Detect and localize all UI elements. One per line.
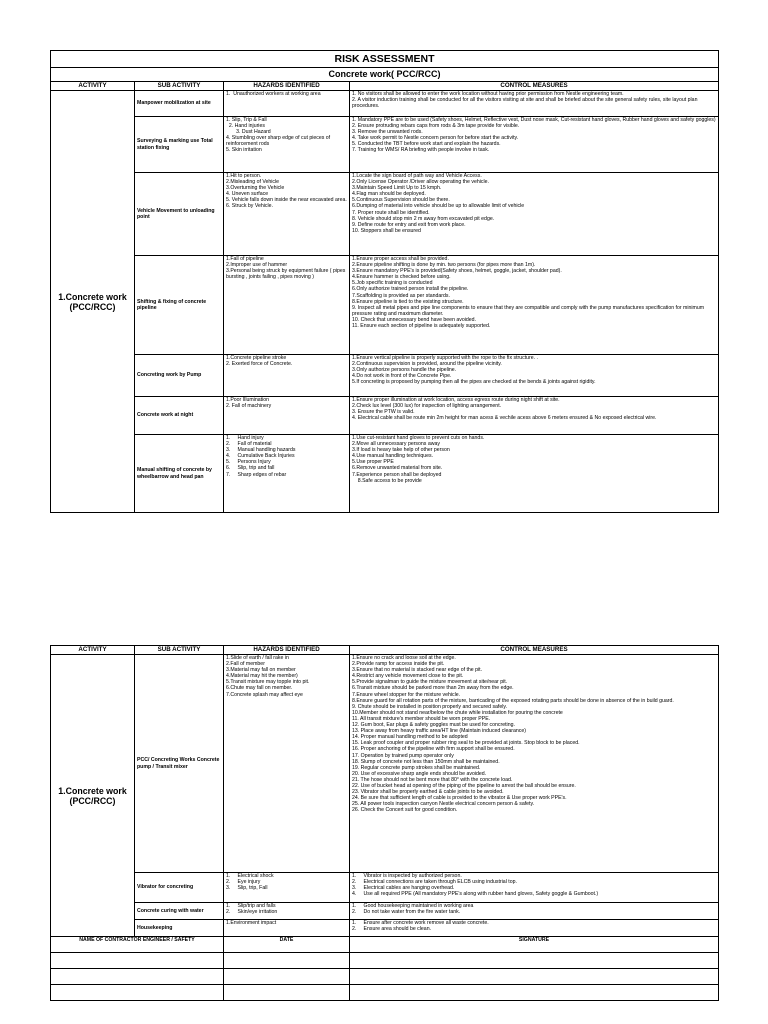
list-line: 3.Ensure that no material is stacked near edge of the pit. — [352, 667, 483, 674]
list-line: 2. Ensure protruding rebars caps from rods & 3m tape provide for visible. — [352, 123, 520, 130]
signature-field[interactable] — [350, 985, 719, 1001]
header-activity: ACTIVITY — [51, 82, 135, 91]
list-line: 1.Locate the sign board of path way and Vehicle Access. — [352, 173, 482, 179]
list-line: 3. Dust Hazard — [226, 129, 271, 136]
list-line: 5. Skin irritation — [226, 147, 262, 154]
list-line: 1.Environment impact — [226, 920, 277, 926]
contractor-name-field[interactable] — [51, 985, 224, 1001]
list-line: 2.Continuous supervision is provided, around the pipeline vicinity. — [352, 361, 502, 368]
list-line: 1. Slip, Trip & Fall — [226, 117, 267, 123]
controls-cell — [350, 873, 719, 903]
document-subtitle: Concrete work( PCC/RCC) — [51, 68, 719, 82]
hazards-cell — [224, 397, 350, 435]
list-line: 1.Hit to person. — [226, 173, 262, 179]
sub-activity-cell: Concreting work by Pump — [135, 355, 224, 397]
list-line: 1.Fall of pipeline — [226, 256, 264, 262]
list-line: 21. The hose should not be bent more that 80° with the concrete load. — [352, 776, 513, 783]
hazards-cell — [224, 873, 350, 903]
header-hazards: HAZARDS IDENTIFIED — [224, 646, 350, 655]
list-line: 23. Vibrator shall be properly earthed & cable joints to be avoided. — [352, 789, 504, 796]
list-line: 2.Fall of member — [226, 661, 265, 668]
list-line: 1. Mandatory PPE are to be used (Safety shoes, Helmet, Reflective vest, Dust nose mask, Cut-resistant hand gloves, Rubber hand gloves and safety goggles) — [352, 117, 716, 123]
list-line: 2. Exerted force of Concrete. — [226, 361, 293, 368]
list-line: 10.Member should not stand near/below the chute while installation for pouring the concrete — [352, 709, 563, 716]
signature-row — [51, 985, 719, 1001]
table-row — [51, 173, 719, 256]
table-row — [51, 397, 719, 435]
table-row — [51, 355, 719, 397]
header-activity: ACTIVITY — [51, 646, 135, 655]
list-line: 3.Personal being struck by equipment failure ( pipes bursting , joints failing , pipes moving ) — [226, 268, 347, 281]
list-line: 4.Restrict any vehicle movement close to the pit. — [352, 673, 464, 680]
list-line: 4. Take work permit to Nestle concern person for before start the activity. — [352, 135, 519, 142]
list-line: 1.Ensure vertical pipeline is properly supported with the rope to the fix structure. . — [352, 355, 538, 361]
list-line: 2. Fall of material — [226, 441, 272, 448]
list-line: 1. No visitors shall be allowed to enter the work location without having prior permission from Nestle engineering team. — [352, 91, 624, 97]
date-field[interactable] — [224, 969, 350, 985]
hazards-cell — [224, 117, 350, 173]
list-line: 3.Only authorize persons handle the pipeline. — [352, 367, 457, 374]
list-line: 5.Use proper PPE — [352, 459, 394, 466]
header-sub-activity: SUB ACTIVITY — [135, 82, 224, 91]
list-line: 12. Gum boot, Ear plugs & safety goggles must be used for concreting. — [352, 722, 515, 729]
list-line: 4. Uneven surface — [226, 191, 269, 198]
list-line: 24. Be sure that sufficient length of cable is provided to the vibrator & Use proper work PPE's. — [352, 795, 567, 802]
list-line: 1.Slide of earth / fall rake in — [226, 655, 289, 661]
list-line: 22. Use of bucket head at opening of the piping of the pipeline to arrest the ball should be ensure. — [352, 782, 576, 789]
list-line: 5. Conducted the TBT before work start and explain the hazards. — [352, 141, 501, 148]
list-line: 16. Proper anchoring of the pipeline with firm support shall be ensured. — [352, 746, 515, 753]
list-line: 7.Scaffolding is provided as per standards. — [352, 292, 450, 299]
list-line: 17. Operation by trained pump operator only — [352, 752, 454, 759]
list-line: 7.Concrete splash may affect eye — [226, 691, 303, 698]
controls-cell — [350, 256, 719, 355]
signature-row — [51, 953, 719, 969]
list-line: 1. Slip/trip and falls — [226, 903, 276, 909]
list-line: 3.Material may fall on member — [226, 667, 296, 674]
activity-cell: 1.Concrete work (PCC/RCC) — [51, 655, 135, 937]
header-sub-activity: SUB ACTIVITY — [135, 646, 224, 655]
list-line: 14. Proper manual handling method to be adopted — [352, 734, 468, 741]
list-line: 2.Misleading of Vehicle — [226, 179, 280, 186]
sub-activity-cell: Vibrator for concreting — [135, 873, 224, 903]
list-line: 2. A visitor induction training shall be conducted for all the visitors visiting at site and shall be briefed about the site general safety rules, site layout plan procedures. — [352, 97, 699, 110]
list-line: 7. Training for WMS/ RA briefing with people involve in task. — [352, 147, 490, 154]
list-line: 1.Poor Illumination — [226, 397, 269, 403]
list-line: 1.Ensure no crack and loose soil at the edge. — [352, 655, 456, 661]
list-line: 8.Ensure pipeline is tied to the existing structure. — [352, 298, 464, 305]
hazards-cell — [224, 655, 350, 873]
signature-field[interactable] — [350, 969, 719, 985]
list-line: 19. Regular concrete pump strokes shall be maintained. — [352, 764, 481, 771]
table-row — [51, 655, 719, 873]
list-line: 2. Electrical connections are taken through ELCB using industrial top. — [352, 879, 517, 886]
date-header: DATE — [224, 937, 350, 953]
list-line: 4.Flag man should be deployed. — [352, 191, 426, 198]
controls-cell — [350, 903, 719, 920]
list-line: 9. Chute should be installed in position properly and secured safely. — [352, 703, 508, 710]
risk-assessment-table-page1 — [50, 50, 719, 513]
list-line: 2.Ensure pipeline shifting is done by min. two persons (for pipes more than 1m). — [352, 262, 536, 269]
list-line: 5. Vehicle falls down inside the near excavated area. — [226, 197, 347, 204]
table-header-row — [51, 646, 719, 655]
list-line: 1. Hand injury — [226, 435, 264, 441]
list-line: 2. Skin/eye irritation — [226, 909, 278, 916]
header-control-measures: CONTROL MEASURES — [350, 82, 719, 91]
list-line: 11. Ensure each section of pipeline is adequately supported. — [352, 323, 491, 330]
list-line: 3.Ensure mandatory PPE's is provided(Safety shoes, helmet, goggle, jacket, shoulder pad). — [352, 268, 562, 275]
list-line: 5.Job specific training is conducted — [352, 280, 433, 287]
list-line: 6.Chute may fall on member. — [226, 685, 293, 692]
list-line: 6.Only authorize trained person install the pipeline. — [352, 286, 469, 293]
list-line: 15. Leak proof coupler and proper rubber ring seal to be provided at joints. Stop block to be placed. — [352, 740, 580, 747]
list-line: 5. Persons Injury — [226, 459, 271, 466]
list-line: 7.Experience person shall be deployed — [352, 471, 442, 478]
list-line: 8. Vehicle should stop min 2 m away from excavated pit edge. — [352, 215, 495, 222]
list-line: 4. Stumbling over sharp edge of cut pieces of reinforcement rods — [226, 135, 332, 148]
list-line: 10. Check that unnecessary bend have been avoided. — [352, 316, 477, 323]
document-title: RISK ASSESSMENT — [51, 51, 719, 68]
controls-cell — [350, 920, 719, 937]
list-line: 1.Ensure proper illumination at work location, access egress route during night shift at site. — [352, 397, 560, 403]
sub-activity-cell: Shifting & fixing of concrete pipeline — [135, 256, 224, 355]
list-line: 7. Proper route shall be identified. — [352, 209, 430, 216]
signature-header-row — [51, 937, 719, 953]
list-line: 6. Slip, trip and fall — [226, 465, 275, 472]
list-line: 8.Ensure guard for all rotation parts of the mixture, barricading of the exposed rotating parts should be done in absence of the in build guard. — [352, 697, 674, 704]
list-line: 1.Concrete pipeline stroke — [226, 355, 287, 361]
header-control-measures: CONTROL MEASURES — [350, 646, 719, 655]
list-line: 4.Material may hit the member) — [226, 673, 298, 680]
table-row — [51, 873, 719, 903]
list-line: 6. Struck by Vehicle. — [226, 203, 273, 210]
list-line: 2. Fall of machinery — [226, 403, 272, 410]
list-line: 4. Cumulative Back Injuries — [226, 453, 295, 460]
signature-row — [51, 969, 719, 985]
list-line: 1.Ensure proper access shall be provided. — [352, 256, 449, 262]
list-line: 6.Transit mixture should be parked more than 2m away from the edge. — [352, 685, 514, 692]
list-line: 3. Manual handling hazards — [226, 447, 296, 454]
hazards-cell — [224, 435, 350, 513]
table-row — [51, 91, 719, 117]
list-line: 6.Dumping of material into vehicle should be up to allowable limit of vehicle — [352, 203, 525, 210]
table-row — [51, 920, 719, 937]
list-line: 2.Only License Operator /Driver allow operating the vehicle. — [352, 179, 489, 186]
list-line: 3. Ensure the PTW is valid. — [352, 409, 415, 416]
list-line: 4.Ensure hammer is checked before using. — [352, 274, 451, 281]
date-field[interactable] — [224, 985, 350, 1001]
risk-assessment-table-page2 — [50, 645, 719, 1001]
sub-activity-cell: Vehicle Movement to unloading point — [135, 173, 224, 256]
list-line: 9. Define route for entry and exit from work place. — [352, 221, 466, 228]
list-line: 7.Ensure wheel stopper for the mixture vehicle. — [352, 691, 461, 698]
list-line: 26. Check the Concert suit for good condition. — [352, 807, 458, 814]
list-line: 1. Vibrator is inspected by authorized person. — [352, 873, 462, 879]
list-line: 3.If load is heavy take help of other person — [352, 447, 450, 454]
list-line: 6.Remove unwanted material from site. — [352, 465, 443, 472]
list-line: 5.Transit mixture may topple into pit. — [226, 679, 310, 686]
list-line: 3.Maintain Speed Limit Up to 15 kmph. — [352, 185, 442, 192]
date-field[interactable] — [224, 953, 350, 969]
activity-cell: 1.Concrete work (PCC/RCC) — [51, 91, 135, 513]
list-line: 5.Continuous Supervision should be there. — [352, 197, 450, 204]
list-line: 1.Use cut-resistant hand gloves to prevent cuts on hands. — [352, 435, 485, 441]
controls-cell — [350, 173, 719, 256]
table-row — [51, 435, 719, 513]
list-line: 3. Remove the unwanted rods. — [352, 129, 423, 136]
list-line: 4.Do not work in front of the Concrete Pipe. — [352, 373, 452, 380]
header-hazards: HAZARDS IDENTIFIED — [224, 82, 350, 91]
controls-cell — [350, 435, 719, 513]
list-line: 1. Good housekeeping maintained in working area — [352, 903, 474, 909]
list-line: 7. Sharp edges of rebar — [226, 471, 287, 478]
list-line: 25. All power tools inspection carryon Nestle electrical concern person & safety. — [352, 801, 535, 808]
sub-activity-cell: PCC/ Concreting Works Concrete pump / Transit mixer — [135, 655, 224, 873]
controls-cell — [350, 655, 719, 873]
sub-activity-cell: Surveying & marking use Total station fixing — [135, 117, 224, 173]
list-line: 2.Move all unnecessary persons away — [352, 441, 440, 448]
list-line: 2. Do not take water from the fire water tank. — [352, 909, 461, 916]
list-line: 5.If concreting is proposed by pumping then all the pipes are checked at the bends & joints against rigidity. — [352, 379, 596, 386]
table-row — [51, 256, 719, 355]
signature-header: SIGNATURE — [350, 937, 719, 953]
list-line: 20. Use of excessive sharp angle ends should be avoided. — [352, 770, 487, 777]
list-line: 4.Use manual handling techniques. — [352, 453, 434, 460]
sub-activity-cell: Manual shifting of concrete by wheelbarrow and head pan — [135, 435, 224, 513]
list-line: 8.Safe access to be provide — [352, 477, 422, 484]
table-header-row — [51, 82, 719, 91]
list-line: 1. Electrical shock — [226, 873, 274, 879]
contractor-name-field[interactable] — [51, 953, 224, 969]
contractor-name-field[interactable] — [51, 969, 224, 985]
list-line: 1. Unauthorized workers at working area — [226, 91, 321, 97]
list-line: 4. Electrical cable shall be route min 2m height for man acess & vechile acess above 6 meters ensured & No exposed electrical wire. — [352, 415, 657, 422]
controls-cell — [350, 91, 719, 117]
hazards-cell — [224, 173, 350, 256]
list-line: 18. Slump of concrete not less than 150mm shall be maintained. — [352, 758, 500, 765]
list-line: 2.Provide ramp for access inside the pit. — [352, 661, 445, 668]
hazards-cell — [224, 256, 350, 355]
table-row — [51, 903, 719, 920]
list-line: 5.Provide signalman to guide the mixture movement at site/near pit. — [352, 679, 508, 686]
controls-cell — [350, 117, 719, 173]
table-row — [51, 117, 719, 173]
list-line: 9. Inspect all metal pipes and pipe line components to ensure that they are compatible and comply with the pump manufactures specification for minimum pressure rating and maximum diameter. — [352, 304, 706, 317]
list-line: 2. Hand injuries — [226, 123, 265, 130]
list-line: 2.Check lux level (300 lux) for inspection of lighting arrangement. — [352, 403, 502, 410]
sub-activity-cell: Housekeeping — [135, 920, 224, 937]
list-line: 1. Ensure after concrete work remove all waste concrete. — [352, 920, 489, 926]
list-line: 3. Slip, trip, Fall — [226, 885, 268, 892]
hazards-cell — [224, 91, 350, 117]
list-line: 2. Ensure area should be clean. — [352, 926, 432, 933]
signature-field[interactable] — [350, 953, 719, 969]
hazards-cell — [224, 920, 350, 937]
list-line: 2.Improper use of hammer — [226, 262, 288, 269]
hazards-cell — [224, 903, 350, 920]
list-line: 2. Eye injury — [226, 879, 261, 886]
list-line: 3.Overturning the Vehicle — [226, 185, 285, 192]
hazards-cell — [224, 355, 350, 397]
controls-cell — [350, 397, 719, 435]
list-line: 4. Use all required PPE (All mandatory PPE's along with rubber hand gloves, Safety goggle & Gumboot.) — [352, 891, 599, 898]
sub-activity-cell: Concrete work at night — [135, 397, 224, 435]
controls-cell — [350, 355, 719, 397]
list-line: 13. Place away from heavy traffic area/HT line (Maintain induced clearance) — [352, 728, 526, 735]
list-line: 10. Stoppers shall be ensured — [352, 227, 421, 234]
sub-activity-cell: Manpower mobilization at site — [135, 91, 224, 117]
sub-activity-cell: Concrete curing with water — [135, 903, 224, 920]
contractor-engineer-header: NAME OF CONTRACTOR ENGINEER / SAFETY — [51, 937, 224, 953]
list-line: 11. All transit mixture's member should be worn proper PPE. — [352, 715, 491, 722]
list-line: 3. Electrical cables are hanging overhead. — [352, 885, 455, 892]
